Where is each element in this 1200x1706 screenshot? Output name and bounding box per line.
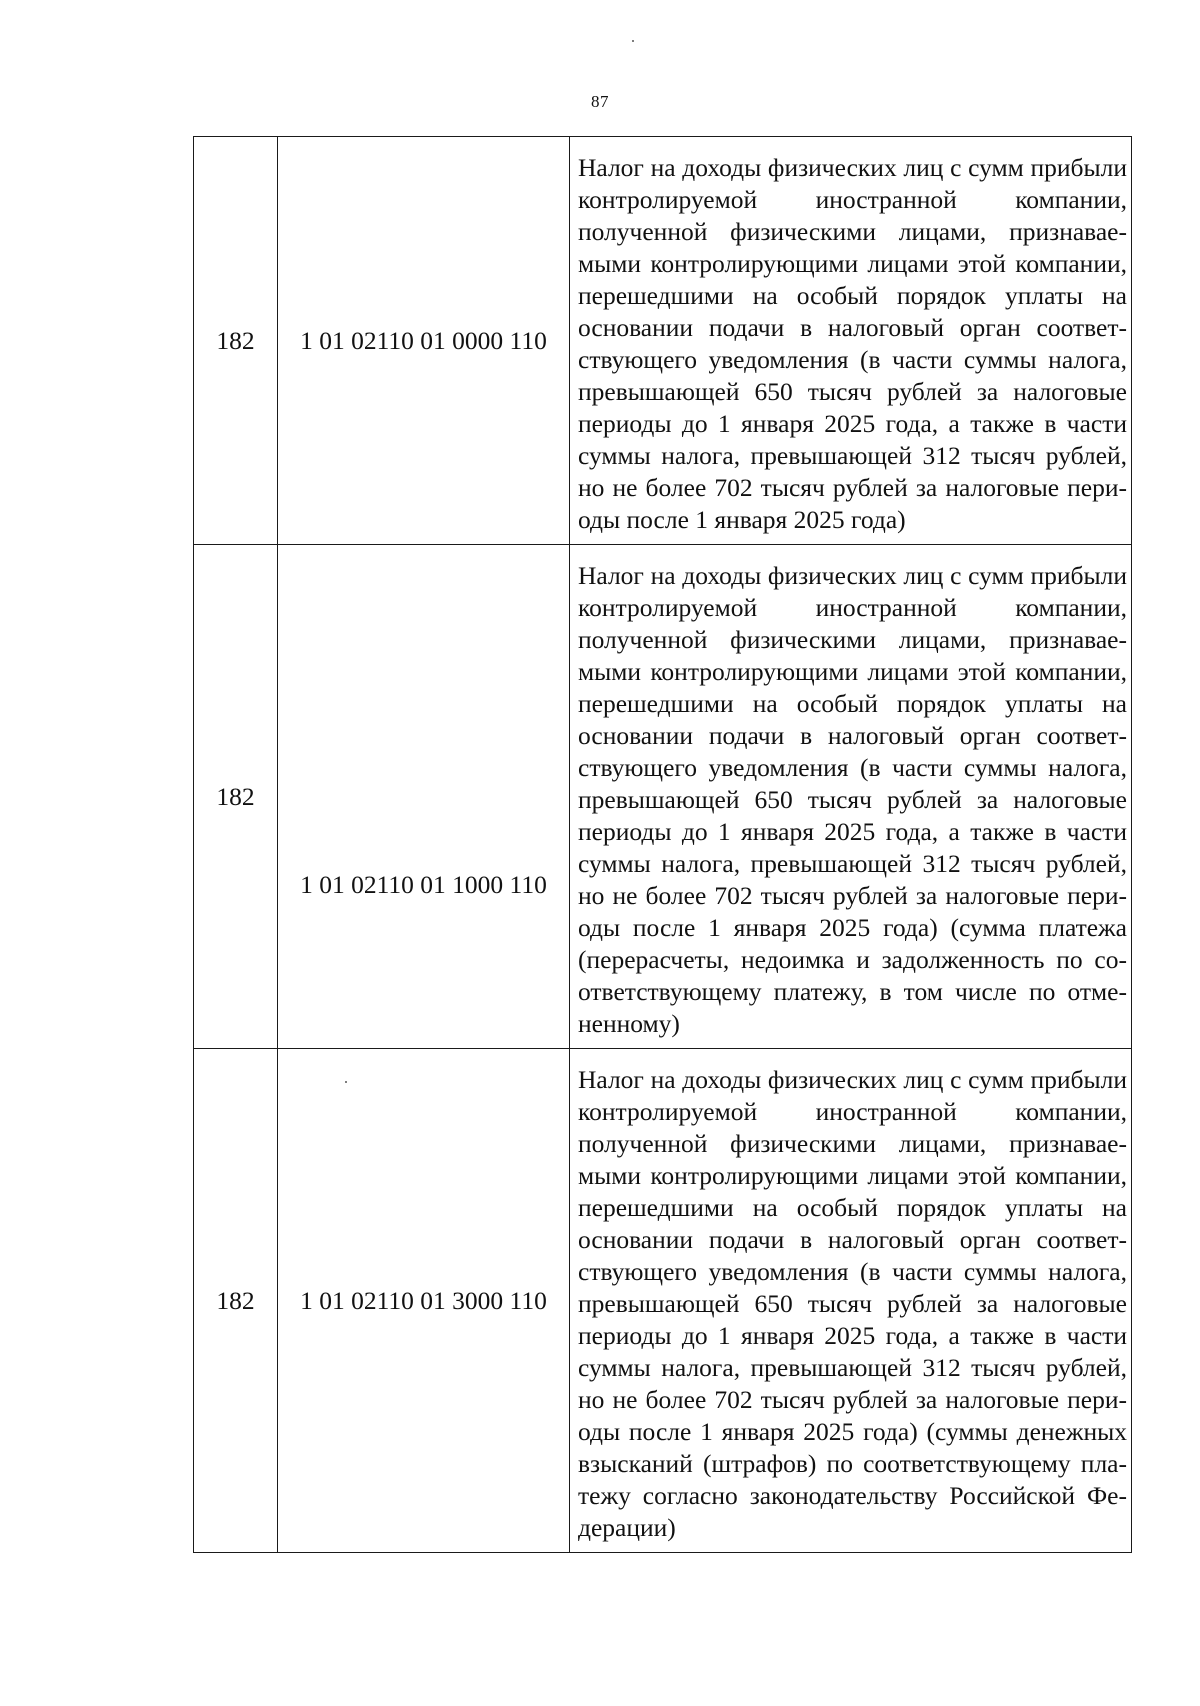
budget-code-cell: 1 01 02110 01 1000 110 bbox=[278, 545, 570, 1049]
admin-code-cell: 182 bbox=[194, 1049, 278, 1553]
table-row bbox=[194, 545, 1132, 1049]
page-number: 87 bbox=[591, 92, 609, 111]
scan-speck bbox=[345, 1081, 347, 1083]
budget-code-cell: 1 01 02110 01 3000 110 bbox=[278, 1049, 570, 1553]
table-row bbox=[194, 1049, 1132, 1553]
description-cell: Налог на доходы физических лиц с сумм прибыли контролируемой иностранной компании, полученной физическими лицами, признаваемыми контролирующими лицами этой компании, перешедшими на особый порядок уплаты на основании подачи в налоговый орган соответствующего уведомления (в части суммы налога, превышающей 650 тысяч рублей за налоговые периоды до 1 января 2025 года, а также в части суммы налога, превышающей 312 тысяч рублей, но не более 702 тысяч рублей за налоговые периоды после 1 января 2025 года) (суммы денежных взысканий (штрафов) по соответствующему платежу согласно законодательству Российской Федерации) bbox=[570, 1049, 1132, 1553]
table-row bbox=[194, 137, 1132, 545]
admin-code-cell: 182 bbox=[194, 545, 278, 1049]
description-cell: Налог на доходы физических лиц с сумм прибыли контролируемой иностранной компании, полученной физическими лицами, признаваемыми контролирующими лицами этой компании, перешедшими на особый порядок уплаты на основании подачи в налоговый орган соответствующего уведомления (в части суммы налога, превышающей 650 тысяч рублей за налоговые периоды до 1 января 2025 года, а также в части суммы налога, превышающей 312 тысяч рублей, но не более 702 тысяч рублей за налоговые периоды после 1 января 2025 года) (сумма платежа (перерасчеты, недоимка и задолженность по соответствующему платежу, в том числе по отмененному) bbox=[570, 545, 1132, 1049]
scan-speck bbox=[632, 40, 634, 42]
budget-code-table bbox=[193, 136, 1132, 1553]
budget-code-cell: 1 01 02110 01 0000 110 bbox=[278, 137, 570, 545]
admin-code-cell: 182 bbox=[194, 137, 278, 545]
description-cell: Налог на доходы физических лиц с сумм прибыли контролируемой иностранной компании, полученной физическими лицами, признаваемыми контролирующими лицами этой компании, перешедшими на особый порядок уплаты на основании подачи в налоговый орган соответствующего уведомления (в части суммы налога, превышающей 650 тысяч рублей за налоговые периоды до 1 января 2025 года, а также в части суммы налога, превышающей 312 тысяч рублей, но не более 702 тысяч рублей за налоговые периоды после 1 января 2025 года) bbox=[570, 137, 1132, 545]
